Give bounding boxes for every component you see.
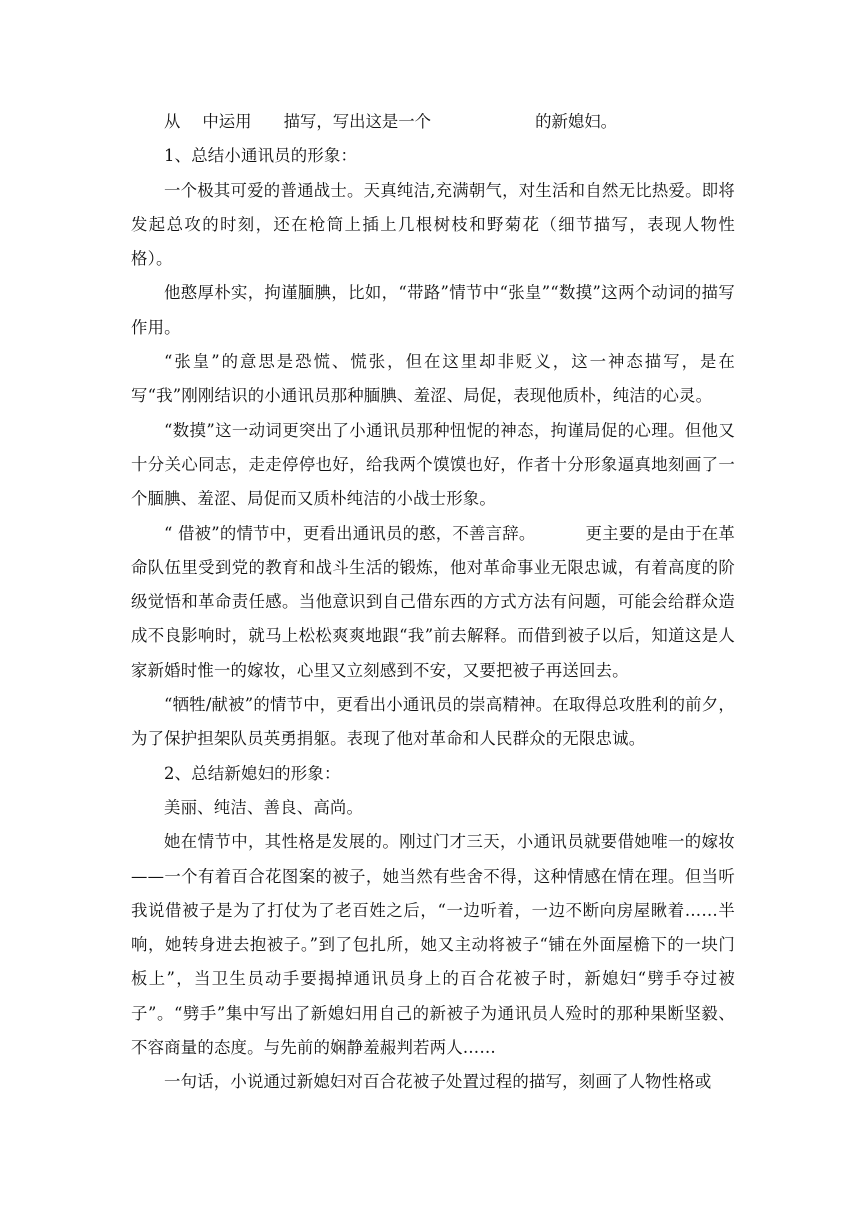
paragraph-part: “ 借被”的情节中，更看出通讯员的憨，不善言辞。 [164,523,536,543]
body-paragraph: 一个极其可爱的普通战士。天真纯洁,充满朝气，对生活和自然无比热爱。即将发起总攻的时刻，还在枪筒上插上几根树枝和野菊花（细节描写，表现人物性格）。 [131,180,735,269]
blank-segment: 中运用 [202,112,252,131]
body-paragraph: “数摸”这一动词更突出了小通讯员那种忸怩的神态，拘谨局促的心理。但他又十分关心同志，走走停停也好，给我两个馍馍也好，作者十分形象逼真地刻画了一个腼腆、羞涩、局促而又质朴纯洁的小战士形象。 [131,420,735,509]
body-paragraph: 她在情节中，其性格是发展的。刚过门才三天，小通讯员就要借她唯一的嫁妆——一个有着百合花图案的被子，她当然有些舍不得，这种情感在情在理。但当听我说借被子是为了打仗为了老百姓之后，“一边听着，一边不断向房屋瞅着……半响，她转身进去抱被子。”到了包扎所，她又主动将被子“铺在外面屋檐下的一块门板上”，当卫生员动手要揭掉通讯员身上的百合花被子时，新媳妇“劈手夺过被子”。“劈手”集中写出了新媳妇用自己的新被子为通讯员人殓时的那种果断坚毅、不容商量的态度。与先前的娴静羞赧判若两人…… [131,832,735,1058]
body-paragraph: “张皇”的意思是恐慌、慌张，但在这里却非贬义，这一神态描写，是在写“我”刚刚结识的小通讯员那种腼腆、羞涩、局促，表现他质朴，纯洁的心灵。 [131,352,735,406]
body-paragraph [131,517,735,688]
blank-segment: 的新媳妇。 [535,112,618,131]
document-body [131,105,735,1100]
blank-segment: 描写，写出这是一个 [283,112,432,131]
body-paragraph: 美丽、纯洁、善良、高尚。 [164,797,364,817]
body-paragraph: 一句话，小说通过新媳妇对百合花被子处置过程的描写，刻画了人物性格或 [164,1072,712,1092]
body-paragraph: “牺牲/献被”的情节中，更看出小通讯员的崇高精神。在取得总攻胜利的前夕，为了保护担架队员英勇捐躯。表现了他对革命和人民群众的无限忠诚。 [131,695,735,749]
paragraph-part: 更主要的是由于在革命队伍里受到党的教育和战斗生活的锻炼，他对革命事业无限忠诚，有着高度的阶级觉悟和革命责任感。当他意识到自己借东西的方式方法有问题，可能会给群众造成不良影响时，就马上松松爽爽地跟“我”前去解释。而借到被子以后，知道这是人家新婚时惟一的嫁妆，心里又立刻感到不安，又要把被子再送回去。 [131,523,735,680]
body-paragraph: 他憨厚朴实，拘谨腼腆，比如，“带路”情节中“张皇”“数摸”这两个动词的描写作用。 [131,283,735,337]
blank-segment: 从 [164,112,181,131]
section-heading: 2、总结新媳妇的形象： [164,763,341,783]
fill-in-blank-line [131,105,735,139]
section-heading: 1、总结小通讯员的形象： [164,146,358,166]
